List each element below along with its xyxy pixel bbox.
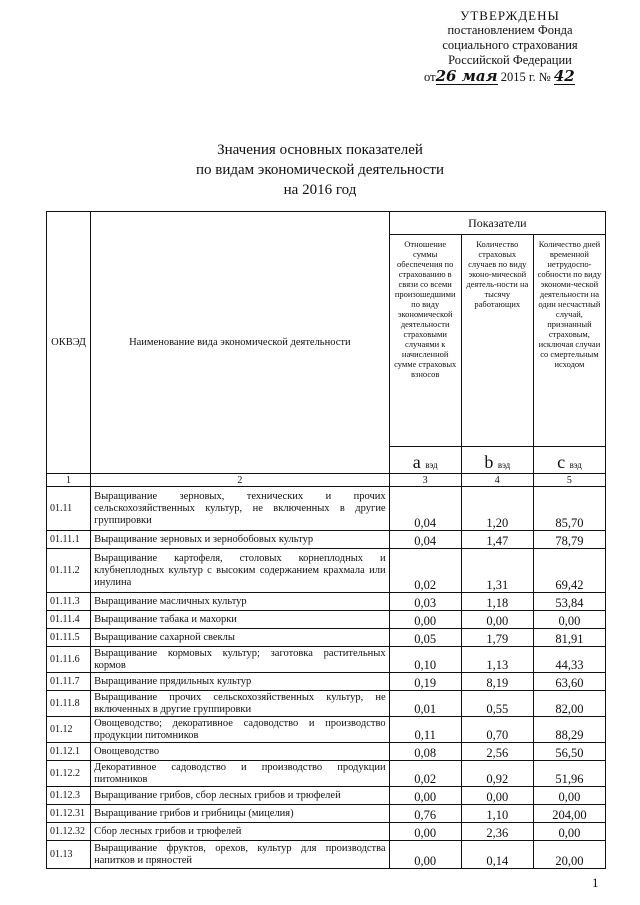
value-a: 0,10 [389,647,461,673]
value-c: 85,70 [533,487,605,531]
indicators-table [46,211,606,869]
value-b: 0,92 [461,761,533,787]
okved-code: 01.11.5 [47,629,91,647]
value-a: 0,03 [389,593,461,611]
table-row [47,611,606,629]
date-prefix: от [424,70,436,84]
value-b: 1,79 [461,629,533,647]
value-b: 0,00 [461,611,533,629]
okved-code: 01.11.7 [47,673,91,691]
value-b: 2,56 [461,743,533,761]
value-a: 0,04 [389,531,461,549]
value-a: 0,00 [389,611,461,629]
value-c: 69,42 [533,549,605,593]
okved-code: 01.12.1 [47,743,91,761]
column-numbers-row [47,474,606,487]
table-row [47,691,606,717]
okved-code: 01.11.8 [47,691,91,717]
table-row [47,487,606,531]
activity-name: Выращивание масличных культур [91,593,390,611]
okved-code: 01.12.2 [47,761,91,787]
value-c: 204,00 [533,805,605,823]
value-a: 0,19 [389,673,461,691]
header-activity-name: Наименование вида экономической деятельности [91,212,390,474]
heading-line-2: по видам экономической деятельности [195,162,445,178]
okved-code: 01.11.6 [47,647,91,673]
value-a: 0,76 [389,805,461,823]
table-row [47,823,606,841]
value-c: 44,33 [533,647,605,673]
value-b: 1,10 [461,805,533,823]
value-b: 0,70 [461,717,533,743]
symbol-b: b вэд [461,447,533,474]
table-row [47,629,606,647]
value-a: 0,02 [389,549,461,593]
activity-name: Выращивание грибов и грибницы (мицелия) [91,805,390,823]
value-b: 0,00 [461,787,533,805]
column-number: 2 [91,474,390,487]
value-b: 2,36 [461,823,533,841]
value-a: 0,08 [389,743,461,761]
table-row [47,549,606,593]
value-b: 1,18 [461,593,533,611]
okved-code: 01.12.31 [47,805,91,823]
approval-title: УТВЕРЖДЕНЫ [460,8,560,23]
activity-name: Выращивание табака и махорки [91,611,390,629]
value-c: 78,79 [533,531,605,549]
value-c: 0,00 [533,823,605,841]
activity-name: Выращивание кормовых культур; заготовка растительных кормов [91,647,390,673]
value-b: 0,14 [461,841,533,869]
value-c: 88,29 [533,717,605,743]
table-row [47,805,606,823]
symbol-c: c вэд [533,447,605,474]
value-c: 81,91 [533,629,605,647]
okved-code: 01.11.2 [47,549,91,593]
activity-name: Выращивание сахарной свеклы [91,629,390,647]
table-row [47,743,606,761]
value-c: 0,00 [533,611,605,629]
value-b: 0,55 [461,691,533,717]
okved-code: 01.11.3 [47,593,91,611]
header-indicators: Показатели [389,212,605,235]
header-okved: ОКВЭД [47,212,91,474]
activity-name: Выращивание зерновых и зернобобовых культур [91,531,390,549]
okved-code: 01.11.4 [47,611,91,629]
activity-name: Выращивание картофеля, столовых корнеплодных и клубнеплодных культур с высоким содержанием крахмала или инулина [91,549,390,593]
value-b: 1,13 [461,647,533,673]
header-indicator-a: Отношение суммы обеспечения по страхованию в связи со всеми произошедшими по виду экономической деятельности страховыми случаями к начисленной сумме страховых взносов [389,235,461,447]
value-b: 1,47 [461,531,533,549]
column-number: 3 [389,474,461,487]
okved-code: 01.11.1 [47,531,91,549]
table-row [47,761,606,787]
value-a: 0,01 [389,691,461,717]
value-a: 0,05 [389,629,461,647]
table-row [47,673,606,691]
value-a: 0,00 [389,841,461,869]
activity-name: Декоративное садоводство и производство продукции питомников [91,761,390,787]
value-c: 82,00 [533,691,605,717]
value-c: 20,00 [533,841,605,869]
column-number: 1 [47,474,91,487]
value-a: 0,00 [389,787,461,805]
header-indicator-b: Количество страховых случаев по виду эконо-мической деятель-ности на тысячу работающих [461,235,533,447]
approval-line-2: социального страхования [442,38,578,52]
activity-name: Выращивание грибов, сбор лесных грибов и трюфелей [91,787,390,805]
value-c: 51,96 [533,761,605,787]
page-number: 1 [592,875,599,890]
approval-line-1: постановлением Фонда [447,23,573,37]
okved-code: 01.12.3 [47,787,91,805]
value-c: 0,00 [533,787,605,805]
table-row [47,841,606,869]
table-row [47,717,606,743]
handwritten-number: 42 [553,67,575,85]
column-number: 5 [533,474,605,487]
value-a: 0,04 [389,487,461,531]
table-row [47,593,606,611]
document-heading [0,140,640,200]
activity-name: Овощеводство; декоративное садоводство и производство продукции питомников [91,717,390,743]
okved-code: 01.12.32 [47,823,91,841]
header-indicator-c: Количество дней временной нетрудоспо-собности по виду экономи-ческой деятельности на один несчастный случай, признанный страховым, исключая случаи со смертельным исходом [533,235,605,447]
okved-code: 01.12 [47,717,91,743]
table-row [47,647,606,673]
activity-name: Выращивание прочих сельскохозяйственных культур, не включенных в другие группировки [91,691,390,717]
activity-name: Выращивание прядильных культур [91,673,390,691]
value-b: 8,19 [461,673,533,691]
value-b: 1,31 [461,549,533,593]
okved-code: 01.11 [47,487,91,531]
approval-stamp [420,8,600,85]
value-a: 0,11 [389,717,461,743]
table-row [47,787,606,805]
okved-code: 01.13 [47,841,91,869]
value-b: 1,20 [461,487,533,531]
value-c: 53,84 [533,593,605,611]
heading-line-3: на 2016 год [283,182,357,198]
handwritten-date: 26 мая [435,67,498,85]
symbol-a: a вэд [389,447,461,474]
value-c: 63,60 [533,673,605,691]
activity-name: Выращивание зерновых, технических и прочих сельскохозяйственных культур, не включенных в другие группировки [91,487,390,531]
activity-name: Сбор лесных грибов и трюфелей [91,823,390,841]
approval-line-3: Российской Федерации [448,53,572,67]
value-a: 0,00 [389,823,461,841]
column-number: 4 [461,474,533,487]
approval-date-line [420,69,600,85]
value-c: 56,50 [533,743,605,761]
value-a: 0,02 [389,761,461,787]
heading-line-1: Значения основных показателей [217,142,423,158]
table-row [47,531,606,549]
approval-year: 2015 г. № [500,70,551,84]
activity-name: Выращивание фруктов, орехов, культур для производства напитков и пряностей [91,841,390,869]
activity-name: Овощеводство [91,743,390,761]
